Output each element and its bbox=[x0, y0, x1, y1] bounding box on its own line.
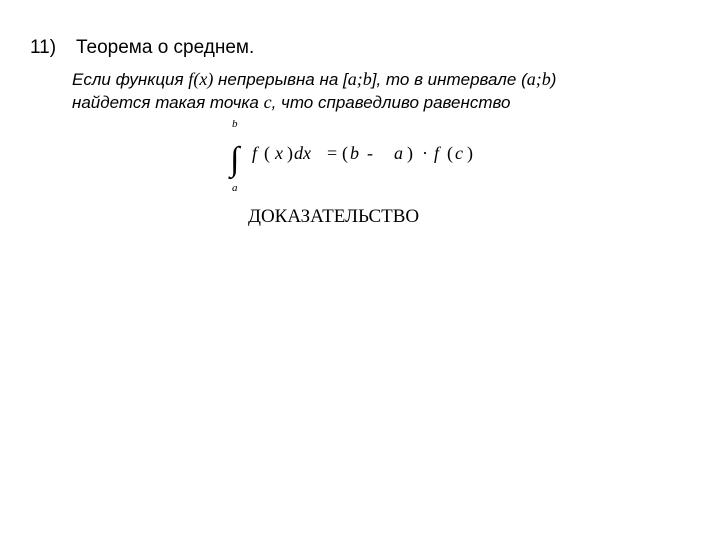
proof-heading: ДОКАЗАТЕЛЬСТВО bbox=[248, 206, 420, 227]
statement-text: , что справедливо равенство bbox=[271, 93, 511, 112]
variable-b: b bbox=[541, 69, 551, 89]
theorem-title: Теорема о среднем. bbox=[76, 37, 255, 58]
variable-a: a bbox=[347, 69, 357, 89]
paren-open: ( bbox=[447, 143, 453, 163]
function-f: f bbox=[434, 143, 440, 163]
variable-c: c bbox=[263, 92, 272, 112]
semicolon: ; bbox=[535, 69, 542, 89]
integrand-f: f bbox=[252, 143, 258, 163]
paren-close: ) bbox=[407, 143, 413, 163]
paren-close: ) bbox=[287, 143, 293, 163]
lower-limit: a bbox=[232, 182, 238, 194]
statement-text: ], то в интервале ( bbox=[371, 70, 527, 89]
statement-line-2 bbox=[72, 91, 556, 114]
formula-svg bbox=[224, 112, 524, 202]
paren-open: ( bbox=[264, 143, 270, 163]
variable-a: a bbox=[394, 143, 403, 163]
equals-sign: = bbox=[327, 143, 338, 163]
item-number: 11) bbox=[30, 37, 57, 58]
mean-value-formula bbox=[224, 112, 524, 202]
variable-b: b bbox=[362, 69, 372, 89]
statement-text: ) bbox=[550, 70, 557, 89]
variable-x: x bbox=[275, 143, 283, 163]
statement-text: непрерывна на [ bbox=[213, 70, 348, 89]
semicolon: ; bbox=[356, 69, 363, 89]
theorem-statement bbox=[72, 68, 556, 114]
variable-b: b bbox=[350, 143, 359, 163]
minus-sign: - bbox=[367, 143, 373, 163]
differential-dx: dx bbox=[294, 143, 311, 163]
paren-open: ( bbox=[342, 143, 348, 163]
variable-x: x bbox=[199, 69, 208, 89]
upper-limit: b bbox=[232, 118, 238, 130]
paren-close: ) bbox=[467, 143, 473, 163]
statement-text: найдется такая точка bbox=[72, 93, 264, 112]
variable-a: a bbox=[526, 69, 536, 89]
integral-sign: ∫ bbox=[230, 141, 240, 178]
statement-line-1 bbox=[72, 68, 556, 91]
function-symbol: f bbox=[188, 69, 194, 89]
multiply-dot: · bbox=[422, 143, 428, 163]
paren-close: ) bbox=[207, 69, 214, 89]
variable-c: c bbox=[455, 143, 463, 163]
statement-text: Если функция bbox=[72, 70, 189, 89]
paren-open: ( bbox=[193, 69, 200, 89]
